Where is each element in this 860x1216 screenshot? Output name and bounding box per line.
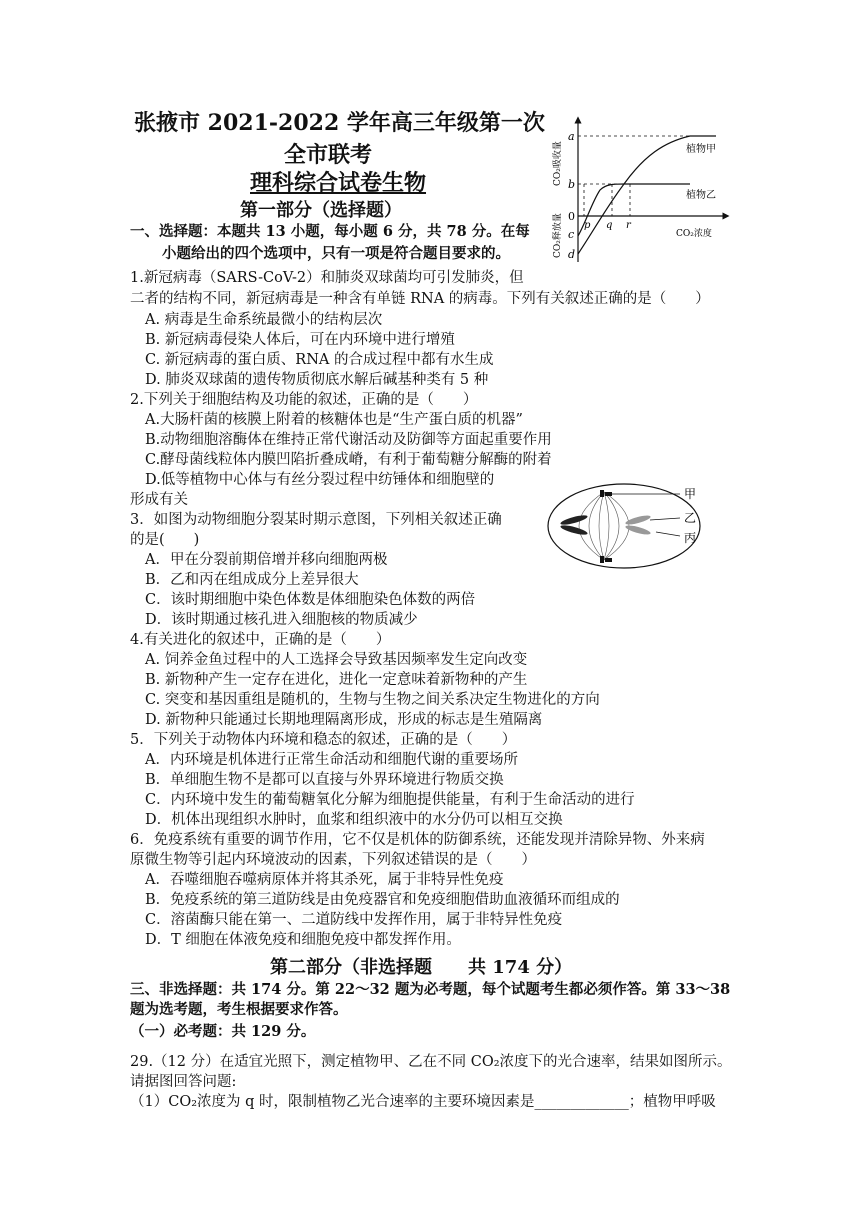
q1-option-b: B. 新冠病毒侵染人体后，可在内环境中进行增殖 <box>145 332 455 348</box>
q6-option-d: D．T 细胞在体液免疫和细胞免疫中都发挥作用。 <box>145 932 461 948</box>
q6-option-b: B．免疫系统的第三道防线是由免疫器官和免疫细胞借助血液循环而组成的 <box>145 892 620 908</box>
label-o: 0 <box>568 210 575 223</box>
q1-stem-1: 1.新冠病毒（SARS-CoV-2）和肺炎双球菌均可引发肺炎，但 <box>130 270 524 286</box>
part1-instruction-2: 小题给出的四个选项中，只有一项是符合题目要求的。 <box>162 245 510 262</box>
series-label-plant-yi: 植物乙 <box>686 190 716 201</box>
y-axis-label-top: CO₂吸收量 <box>553 141 563 186</box>
exam-subject-title: 理科综合试卷生物 <box>250 170 427 196</box>
q29-part1-text-after: ；植物甲呼吸 <box>628 1094 716 1110</box>
q4-option-b: B. 新物种产生一定存在进化，进化一定意味着新物种的产生 <box>145 672 528 688</box>
part1-heading: 第一部分（选择题） <box>240 200 402 221</box>
part2-instruction-2: 题为选考题，考生根据要求作答。 <box>130 1001 348 1018</box>
q5-stem: 5．下列关于动物体内环境和稳态的叙述，正确的是（ ） <box>130 732 517 748</box>
q3-stem-2: 的是( ) <box>130 532 200 548</box>
label-c: c <box>568 228 575 241</box>
label-a: a <box>568 130 575 143</box>
q29-stem-2: 请据图回答问题: <box>130 1074 237 1090</box>
label-p: p <box>584 220 591 231</box>
label-jia: 甲 <box>684 487 697 501</box>
part2-heading: 第二部分（非选择题 共 174 分） <box>270 957 573 978</box>
q3-stem-1: 3．如图为动物细胞分裂某时期示意图，下列相关叙述正确 <box>130 512 502 528</box>
label-q: q <box>606 220 613 231</box>
q2-option-a: A.大肠杆菌的核膜上附着的核糖体也是“生产蛋白质的机器” <box>145 412 523 428</box>
y-axis-label-bottom: CO₂释放量 <box>553 213 563 258</box>
label-bing: 丙 <box>684 531 697 545</box>
q29-stem-1: 29.（12 分）在适宜光照下，测定植物甲、乙在不同 CO₂浓度下的光合速率，结果如图所示。 <box>130 1054 732 1070</box>
q2-stem: 2.下列关于细胞结构及功能的叙述，正确的是（ ） <box>130 392 478 408</box>
q5-option-d: D．机体出现组织水肿时，血浆和组织液中的水分仍可以相互交换 <box>145 812 563 828</box>
x-axis-label: CO₂浓度 <box>676 229 712 239</box>
q29-part1 <box>130 1092 716 1112</box>
part1-instruction-1: 一、选择题：本题共 13 小题，每小题 6 分，共 78 分。在每 <box>130 223 530 240</box>
q3-option-c: C．该时期细胞中染色体数是体细胞染色体数的两倍 <box>145 592 476 608</box>
exam-title-line2: 全市联考 <box>284 142 373 168</box>
q2-option-c: C.酵母菌线粒体内膜凹陷折叠成嵴，有利于葡萄糖分解酶的附着 <box>145 452 552 468</box>
part2-subheading: （一）必考题：共 129 分。 <box>130 1023 316 1040</box>
q1-option-c: C. 新冠病毒的蛋白质、RNA 的合成过程中都有水生成 <box>145 352 494 368</box>
label-r: r <box>626 220 631 231</box>
series-label-plant-jia: 植物甲 <box>686 144 716 155</box>
q4-option-d: D. 新物种只能通过长期地理隔离形成，形成的标志是生殖隔离 <box>145 712 543 728</box>
q29-part1-blank: _____________ <box>534 1094 629 1110</box>
label-d: d <box>568 248 576 261</box>
q2-option-d-1: D.低等植物中心体与有丝分裂过程中纺锤体和细胞壁的 <box>145 472 495 488</box>
q2-option-d-2: 形成有关 <box>130 492 188 508</box>
q5-option-c: C．内环境中发生的葡萄糖氧化分解为细胞提供能量，有利于生命活动的进行 <box>145 792 635 808</box>
q5-option-a: A．内环境是机体进行正常生命活动和细胞代谢的重要场所 <box>145 752 518 768</box>
q5-option-b: B．单细胞生物不是都可以直接与外界环境进行物质交换 <box>145 772 504 788</box>
q3-option-b: B．乙和丙在组成成分上差异很大 <box>145 572 359 588</box>
q4-option-a: A. 饲养金鱼过程中的人工选择会导致基因频率发生定向改变 <box>145 652 528 668</box>
label-yi: 乙 <box>684 511 697 525</box>
q6-option-a: A．吞噬细胞吞噬病原体并将其杀死，属于非特异性免疫 <box>145 872 504 888</box>
q1-option-a: A. 病毒是生命系统最微小的结构层次 <box>145 312 383 328</box>
q1-stem-2: 二者的结构不同，新冠病毒是一种含有单链 RNA 的病毒。下列有关叙述正确的是（ ） <box>130 291 710 307</box>
q29-part1-text: （1）CO₂浓度为 q 时，限制植物乙光合速率的主要环境因素是 <box>130 1094 535 1110</box>
cell-division-diagram <box>544 480 724 572</box>
q2-option-b: B.动物细胞溶酶体在维持正常代谢活动及防御等方面起重要作用 <box>145 432 552 448</box>
q6-stem-2: 原微生物等引起内环境波动的因素，下列叙述错误的是（ ） <box>130 852 536 868</box>
part2-instruction-1: 三、非选择题：共 174 分。第 22～32 题为必考题，每个试题考生都必须作答。第 33～38 <box>130 981 731 998</box>
exam-title-line1: 张掖市 2021-2022 学年高三年级第一次 <box>134 110 545 136</box>
q3-option-a: A．甲在分裂前期倍增并移向细胞两极 <box>145 552 388 568</box>
q1-option-d: D. 肺炎双球菌的遗传物质彻底水解后碱基种类有 5 种 <box>145 372 489 388</box>
q4-option-c: C. 突变和基因重组是随机的，生物与生物之间关系决定生物进化的方向 <box>145 692 600 708</box>
q6-stem-1: 6．免疫系统有重要的调节作用，它不仅是机体的防御系统，还能发现并清除异物、外来病 <box>130 832 705 848</box>
co2-photosynthesis-graph <box>540 112 740 272</box>
label-b: b <box>568 178 576 191</box>
q6-option-c: C．溶菌酶只能在第一、二道防线中发挥作用，属于非特异性免疫 <box>145 912 563 928</box>
q3-option-d: D．该时期通过核孔进入细胞核的物质减少 <box>145 612 418 628</box>
q4-stem: 4.有关进化的叙述中，正确的是（ ） <box>130 632 391 648</box>
